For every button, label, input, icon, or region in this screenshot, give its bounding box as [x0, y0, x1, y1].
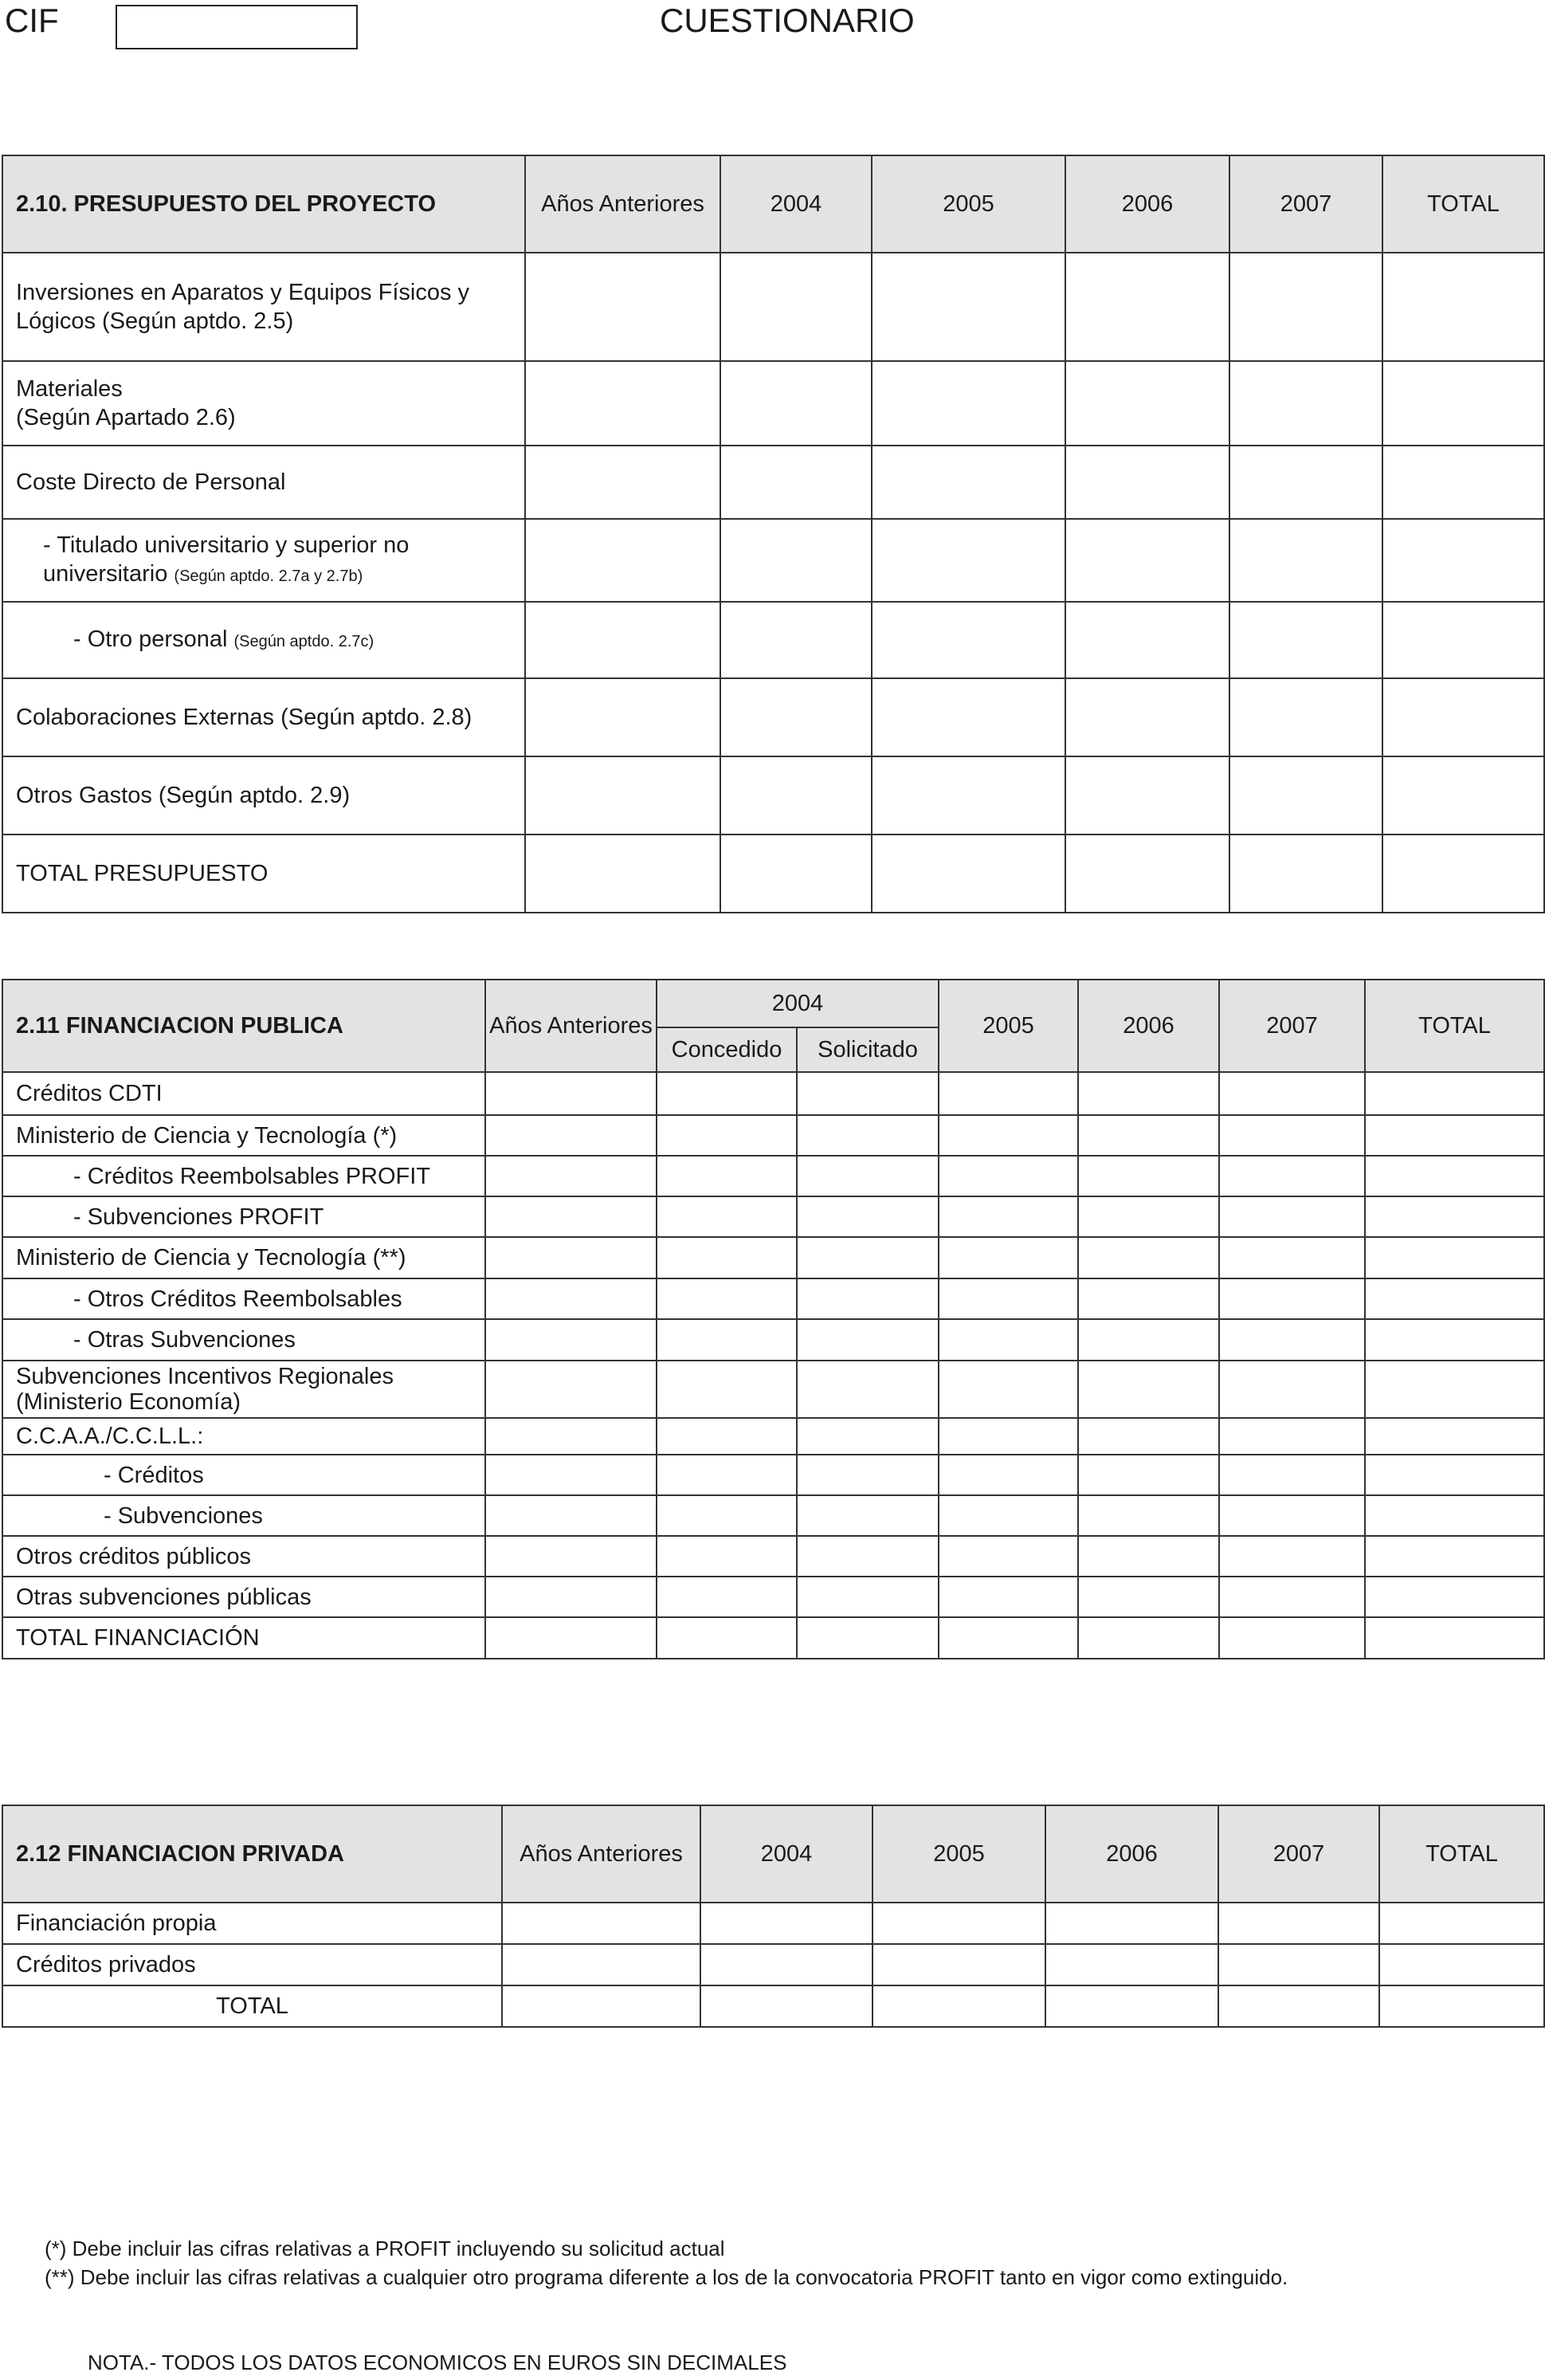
value-cell[interactable]	[1229, 602, 1382, 678]
row-label: - Otros Créditos Reembolsables	[2, 1278, 485, 1319]
value-cell[interactable]	[1365, 1196, 1544, 1237]
value-cell[interactable]	[1365, 1495, 1544, 1536]
value-cell[interactable]	[1365, 1278, 1544, 1319]
column-header: Años Anteriores	[485, 980, 657, 1072]
value-cell[interactable]	[1382, 835, 1544, 913]
value-cell[interactable]	[1365, 1361, 1544, 1418]
column-header: 2004	[720, 155, 872, 253]
value-cell[interactable]	[700, 1985, 872, 2027]
value-cell[interactable]	[1365, 1237, 1544, 1278]
value-cell[interactable]	[1078, 1361, 1219, 1418]
value-cell[interactable]	[797, 1156, 939, 1196]
value-cell[interactable]	[1078, 1278, 1219, 1319]
value-cell[interactable]	[1219, 1418, 1365, 1455]
note-currency: NOTA.- TODOS LOS DATOS ECONOMICOS EN EUROS SIN DECIMALES	[88, 2351, 787, 2374]
value-cell[interactable]	[1078, 1418, 1219, 1455]
value-cell[interactable]	[1379, 1985, 1544, 2027]
table-row	[2, 1156, 1544, 1196]
value-cell[interactable]	[1229, 519, 1382, 602]
table-row	[2, 1944, 1544, 1985]
table-row	[2, 678, 1544, 756]
value-cell[interactable]	[1045, 1985, 1218, 2027]
row-label: Coste Directo de Personal	[2, 446, 525, 519]
row-label: Ministerio de Ciencia y Tecnología (*)	[2, 1115, 485, 1156]
section-title: 2.10. PRESUPUESTO DEL PROYECTO	[2, 155, 525, 253]
value-cell[interactable]	[720, 519, 872, 602]
table-row	[2, 1536, 1544, 1577]
value-cell[interactable]	[939, 1196, 1078, 1237]
value-cell[interactable]	[525, 519, 720, 602]
value-cell[interactable]	[797, 1237, 939, 1278]
value-cell[interactable]	[1045, 1903, 1218, 1944]
value-cell[interactable]	[939, 1156, 1078, 1196]
value-cell[interactable]	[1382, 446, 1544, 519]
value-cell[interactable]	[485, 1196, 657, 1237]
value-cell[interactable]	[1065, 361, 1229, 446]
value-cell[interactable]	[485, 1536, 657, 1577]
row-label-line1: Materiales	[16, 376, 123, 402]
value-cell[interactable]	[657, 1617, 797, 1659]
value-cell[interactable]	[872, 1903, 1045, 1944]
value-cell[interactable]	[1078, 1237, 1219, 1278]
table-row	[2, 1278, 1544, 1319]
value-cell[interactable]	[1219, 1455, 1365, 1495]
value-cell[interactable]	[720, 835, 872, 913]
row-label-line2: (Según Apartado 2.6)	[16, 405, 236, 430]
table-row	[2, 1319, 1544, 1361]
value-cell[interactable]	[525, 253, 720, 361]
value-cell[interactable]	[657, 1418, 797, 1455]
value-cell[interactable]	[1219, 1196, 1365, 1237]
cif-label: CIF	[5, 2, 59, 39]
value-cell[interactable]	[485, 1617, 657, 1659]
row-label: - Créditos Reembolsables PROFIT	[2, 1156, 485, 1196]
value-cell[interactable]	[1219, 1115, 1365, 1156]
value-cell[interactable]	[1382, 756, 1544, 835]
column-header: 2007	[1218, 1805, 1379, 1903]
value-cell[interactable]	[1219, 1319, 1365, 1361]
value-cell[interactable]	[1219, 1072, 1365, 1115]
table-header-row	[2, 155, 1544, 253]
value-cell[interactable]	[1078, 1495, 1219, 1536]
value-cell[interactable]	[1219, 1495, 1365, 1536]
value-cell[interactable]	[1078, 1617, 1219, 1659]
section-title: 2.11 FINANCIACION PUBLICA	[2, 980, 485, 1072]
row-label: C.C.A.A./C.C.L.L.:	[2, 1418, 485, 1455]
value-cell[interactable]	[1078, 1156, 1219, 1196]
page-title: CUESTIONARIO	[660, 2, 915, 39]
value-cell[interactable]	[485, 1115, 657, 1156]
value-cell[interactable]	[1365, 1455, 1544, 1495]
table-row-total	[2, 1617, 1544, 1659]
row-label: Colaboraciones Externas (Según aptdo. 2.8)	[2, 678, 525, 756]
value-cell[interactable]	[657, 1577, 797, 1617]
row-label: Créditos CDTI	[2, 1072, 485, 1115]
value-cell[interactable]	[700, 1903, 872, 1944]
value-cell[interactable]	[1078, 1115, 1219, 1156]
footnote-1: (*) Debe incluir las cifras relativas a PROFIT incluyendo su solicitud actual	[45, 2237, 725, 2260]
value-cell[interactable]	[1365, 1617, 1544, 1659]
column-header: 2004	[700, 1805, 872, 1903]
value-cell[interactable]	[797, 1495, 939, 1536]
value-cell[interactable]	[1365, 1072, 1544, 1115]
row-label-note: (Según aptdo. 2.7c)	[233, 632, 374, 650]
value-cell[interactable]	[485, 1495, 657, 1536]
table-row-total	[2, 1985, 1544, 2027]
row-label: Otras subvenciones públicas	[2, 1577, 485, 1617]
column-header: 2007	[1219, 980, 1365, 1072]
table-row-total	[2, 835, 1544, 913]
row-label-text: - Titulado universitario y superior no universitario	[43, 532, 410, 587]
value-cell[interactable]	[1218, 1903, 1379, 1944]
table-row	[2, 602, 1544, 678]
value-cell[interactable]	[1065, 602, 1229, 678]
table-row	[2, 446, 1544, 519]
table-row	[2, 519, 1544, 602]
value-cell[interactable]	[525, 678, 720, 756]
value-cell[interactable]	[939, 1455, 1078, 1495]
value-cell[interactable]	[525, 446, 720, 519]
value-cell[interactable]	[657, 1278, 797, 1319]
value-cell[interactable]	[797, 1115, 939, 1156]
value-cell[interactable]	[1365, 1536, 1544, 1577]
column-header: 2004	[657, 980, 939, 1027]
value-cell[interactable]	[1065, 835, 1229, 913]
row-label	[2, 602, 525, 678]
row-label: TOTAL	[2, 1985, 502, 2027]
row-label: Inversiones en Aparatos y Equipos Físicos y Lógicos (Según aptdo. 2.5)	[2, 253, 525, 361]
value-cell[interactable]	[485, 1418, 657, 1455]
value-cell[interactable]	[797, 1617, 939, 1659]
row-label: TOTAL PRESUPUESTO	[2, 835, 525, 913]
table-header-row	[2, 980, 1544, 1027]
row-label	[2, 361, 525, 446]
value-cell[interactable]	[720, 446, 872, 519]
value-cell[interactable]	[485, 1278, 657, 1319]
value-cell[interactable]	[485, 1361, 657, 1418]
row-label: Subvenciones Incentivos Regionales (Ministerio Economía)	[2, 1361, 485, 1418]
row-label-note: (Según aptdo. 2.7a y 2.7b)	[174, 567, 363, 585]
value-cell[interactable]	[872, 602, 1065, 678]
value-cell[interactable]	[797, 1455, 939, 1495]
row-label	[2, 519, 525, 602]
value-cell[interactable]	[939, 1495, 1078, 1536]
table-row	[2, 1577, 1544, 1617]
value-cell[interactable]	[502, 1985, 700, 2027]
table-row	[2, 1418, 1544, 1455]
column-header: 2006	[1065, 155, 1229, 253]
value-cell[interactable]	[939, 1418, 1078, 1455]
row-label-text: - Otro personal	[73, 626, 228, 652]
column-header: 2006	[1045, 1805, 1218, 1903]
value-cell[interactable]	[1229, 253, 1382, 361]
value-cell[interactable]	[1365, 1156, 1544, 1196]
section-title: 2.12 FINANCIACION PRIVADA	[2, 1805, 502, 1903]
column-header: TOTAL	[1379, 1805, 1544, 1903]
value-cell[interactable]	[797, 1072, 939, 1115]
public-funding-table	[2, 979, 1545, 1659]
value-cell[interactable]	[797, 1418, 939, 1455]
value-cell[interactable]	[1218, 1944, 1379, 1985]
value-cell[interactable]	[657, 1361, 797, 1418]
value-cell[interactable]	[657, 1455, 797, 1495]
value-cell[interactable]	[1382, 361, 1544, 446]
value-cell[interactable]	[485, 1577, 657, 1617]
value-cell[interactable]	[939, 1278, 1078, 1319]
value-cell[interactable]	[939, 1361, 1078, 1418]
value-cell[interactable]	[797, 1577, 939, 1617]
value-cell[interactable]	[1065, 678, 1229, 756]
value-cell[interactable]	[485, 1455, 657, 1495]
value-cell[interactable]	[700, 1944, 872, 1985]
value-cell[interactable]	[1219, 1577, 1365, 1617]
value-cell[interactable]	[657, 1072, 797, 1115]
value-cell[interactable]	[872, 1985, 1045, 2027]
table-row	[2, 1072, 1544, 1115]
value-cell[interactable]	[1078, 1455, 1219, 1495]
value-cell[interactable]	[939, 1319, 1078, 1361]
table-row	[2, 1903, 1544, 1944]
value-cell[interactable]	[872, 519, 1065, 602]
value-cell[interactable]	[1229, 835, 1382, 913]
column-header: 2006	[1078, 980, 1219, 1072]
table-row	[2, 1455, 1544, 1495]
value-cell[interactable]	[1365, 1115, 1544, 1156]
value-cell[interactable]	[525, 835, 720, 913]
value-cell[interactable]	[1065, 446, 1229, 519]
column-header: 2005	[872, 1805, 1045, 1903]
table-row	[2, 1495, 1544, 1536]
value-cell[interactable]	[872, 756, 1065, 835]
value-cell[interactable]	[1365, 1418, 1544, 1455]
value-cell[interactable]	[1078, 1536, 1219, 1577]
table-header-row	[2, 1805, 1544, 1903]
table-row	[2, 361, 1544, 446]
value-cell[interactable]	[485, 1156, 657, 1196]
value-cell[interactable]	[657, 1196, 797, 1237]
value-cell[interactable]	[657, 1536, 797, 1577]
value-cell[interactable]	[1078, 1196, 1219, 1237]
value-cell[interactable]	[720, 602, 872, 678]
value-cell[interactable]	[657, 1115, 797, 1156]
value-cell[interactable]	[1219, 1237, 1365, 1278]
column-header: Solicitado	[797, 1027, 939, 1072]
value-cell[interactable]	[502, 1903, 700, 1944]
value-cell[interactable]	[939, 1577, 1078, 1617]
table-row	[2, 756, 1544, 835]
table-row	[2, 1115, 1544, 1156]
value-cell[interactable]	[657, 1495, 797, 1536]
value-cell[interactable]	[939, 1115, 1078, 1156]
row-label: - Subvenciones PROFIT	[2, 1196, 485, 1237]
value-cell[interactable]	[1078, 1319, 1219, 1361]
value-cell[interactable]	[1219, 1278, 1365, 1319]
value-cell[interactable]	[872, 835, 1065, 913]
private-funding-table	[2, 1805, 1545, 2028]
value-cell[interactable]	[939, 1072, 1078, 1115]
value-cell[interactable]	[1379, 1944, 1544, 1985]
table-row	[2, 253, 1544, 361]
value-cell[interactable]	[720, 756, 872, 835]
cif-input-box[interactable]	[116, 5, 358, 49]
value-cell[interactable]	[1065, 519, 1229, 602]
table-row	[2, 1237, 1544, 1278]
value-cell[interactable]	[1218, 1985, 1379, 2027]
value-cell[interactable]	[797, 1319, 939, 1361]
row-label: - Créditos	[2, 1455, 485, 1495]
value-cell[interactable]	[720, 678, 872, 756]
value-cell[interactable]	[502, 1944, 700, 1985]
value-cell[interactable]	[720, 253, 872, 361]
value-cell[interactable]	[1219, 1617, 1365, 1659]
value-cell[interactable]	[1229, 678, 1382, 756]
value-cell[interactable]	[485, 1319, 657, 1361]
value-cell[interactable]	[872, 446, 1065, 519]
value-cell[interactable]	[1379, 1903, 1544, 1944]
row-label: - Otras Subvenciones	[2, 1319, 485, 1361]
value-cell[interactable]	[872, 1944, 1045, 1985]
value-cell[interactable]	[939, 1617, 1078, 1659]
value-cell[interactable]	[657, 1319, 797, 1361]
value-cell[interactable]	[657, 1156, 797, 1196]
value-cell[interactable]	[720, 361, 872, 446]
value-cell[interactable]	[1365, 1319, 1544, 1361]
value-cell[interactable]	[1229, 756, 1382, 835]
value-cell[interactable]	[797, 1361, 939, 1418]
value-cell[interactable]	[872, 253, 1065, 361]
column-header: 2005	[939, 980, 1078, 1072]
value-cell[interactable]	[1382, 253, 1544, 361]
column-header: TOTAL	[1382, 155, 1544, 253]
value-cell[interactable]	[485, 1072, 657, 1115]
value-cell[interactable]	[939, 1237, 1078, 1278]
value-cell[interactable]	[1065, 253, 1229, 361]
value-cell[interactable]	[872, 361, 1065, 446]
footnote-2: (**) Debe incluir las cifras relativas a cualquier otro programa diferente a los de la convocatoria PROFIT tanto en vigor como extinguido.	[45, 2265, 1288, 2289]
value-cell[interactable]	[939, 1536, 1078, 1577]
column-header: Años Anteriores	[525, 155, 720, 253]
value-cell[interactable]	[1078, 1577, 1219, 1617]
column-header: Concedido	[657, 1027, 797, 1072]
row-label: - Subvenciones	[2, 1495, 485, 1536]
value-cell[interactable]	[525, 756, 720, 835]
value-cell[interactable]	[1078, 1072, 1219, 1115]
value-cell[interactable]	[797, 1196, 939, 1237]
value-cell[interactable]	[797, 1278, 939, 1319]
value-cell[interactable]	[1045, 1944, 1218, 1985]
value-cell[interactable]	[1219, 1156, 1365, 1196]
row-label: Créditos privados	[2, 1944, 502, 1985]
column-header: Años Anteriores	[502, 1805, 700, 1903]
table-row	[2, 1196, 1544, 1237]
column-header: TOTAL	[1365, 980, 1544, 1072]
value-cell[interactable]	[1382, 678, 1544, 756]
column-header: 2007	[1229, 155, 1382, 253]
value-cell[interactable]	[872, 678, 1065, 756]
value-cell[interactable]	[1365, 1577, 1544, 1617]
row-label: Ministerio de Ciencia y Tecnología (**)	[2, 1237, 485, 1278]
value-cell[interactable]	[1219, 1361, 1365, 1418]
value-cell[interactable]	[657, 1237, 797, 1278]
row-label: Otros créditos públicos	[2, 1536, 485, 1577]
row-label: Otros Gastos (Según aptdo. 2.9)	[2, 756, 525, 835]
value-cell[interactable]	[525, 361, 720, 446]
value-cell[interactable]	[1219, 1536, 1365, 1577]
row-label: TOTAL FINANCIACIÓN	[2, 1617, 485, 1659]
value-cell[interactable]	[485, 1237, 657, 1278]
row-label: Financiación propia	[2, 1903, 502, 1944]
table-row	[2, 1361, 1544, 1418]
value-cell[interactable]	[1229, 446, 1382, 519]
value-cell[interactable]	[1229, 361, 1382, 446]
budget-table	[2, 155, 1545, 913]
value-cell[interactable]	[525, 602, 720, 678]
value-cell[interactable]	[1382, 519, 1544, 602]
value-cell[interactable]	[1382, 602, 1544, 678]
column-header: 2005	[872, 155, 1065, 253]
value-cell[interactable]	[797, 1536, 939, 1577]
value-cell[interactable]	[1065, 756, 1229, 835]
